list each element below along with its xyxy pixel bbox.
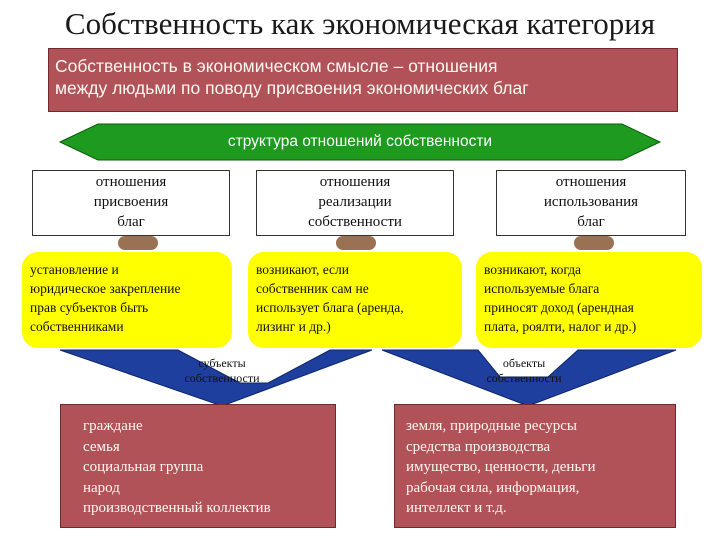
list-item: семья: [83, 438, 120, 455]
relation-line: реализации: [318, 194, 392, 210]
list-item: средства производства: [406, 438, 551, 455]
objects-list-box: [394, 404, 676, 528]
relation-line: отношения: [319, 174, 391, 190]
description-line: прав субъектов быть: [30, 300, 149, 315]
description-line: лизинг и др.): [256, 319, 331, 334]
relation-line: отношения: [555, 174, 627, 190]
objects-label: [474, 356, 574, 386]
relation-line: отношения: [95, 174, 167, 190]
description-realization: [248, 252, 462, 348]
list-item: народ: [83, 479, 120, 496]
relation-box-usage: [496, 170, 686, 236]
subjects-label-line: собственности: [184, 371, 260, 385]
definition-line-1: Собственность в экономическом смысле – отношения: [55, 56, 498, 76]
subjects-list-box: [60, 404, 336, 528]
list-item: земля, природные ресурсы: [406, 418, 577, 434]
list-item: социальная группа: [83, 459, 204, 475]
description-appropriation: [22, 252, 232, 348]
description-line: возникают, когда: [484, 262, 582, 277]
objects-label-line: собственности: [486, 371, 562, 385]
description-line: используемые блага: [484, 281, 600, 296]
relation-box-realization: [256, 170, 454, 236]
relation-line: собственности: [308, 214, 402, 230]
description-usage: [476, 252, 702, 348]
description-line: установление и: [30, 262, 119, 277]
definition-line-2: между людьми по поводу присвоения экономических благ: [55, 78, 529, 98]
relation-line: присвоения: [93, 194, 169, 210]
connector-3: [574, 236, 614, 250]
description-line: использует блага (аренда,: [256, 300, 404, 315]
description-line: возникают, если: [256, 262, 349, 277]
structure-banner-label: структура отношений собственности: [227, 133, 493, 150]
list-item: рабочая сила, информация,: [406, 479, 580, 496]
description-line: юридическое закрепление: [30, 281, 181, 296]
relation-line: использования: [543, 194, 639, 210]
description-line: плата, роялти, налог и др.): [484, 319, 637, 334]
description-line: приносят доход (арендная: [484, 300, 634, 315]
subjects-label: [172, 356, 272, 386]
list-item: интеллект и т.д.: [406, 500, 507, 516]
page-title: Собственность как экономическая категория: [64, 6, 656, 41]
subjects-label-line: субъекты: [198, 356, 246, 370]
definition-box: [48, 48, 678, 112]
list-item: имущество, ценности, деньги: [406, 459, 596, 475]
connector-2: [336, 236, 376, 250]
list-item: производственный коллектив: [83, 500, 271, 516]
relation-line: благ: [577, 214, 605, 230]
description-line: собственник сам не: [256, 281, 369, 296]
connector-1: [118, 236, 158, 250]
objects-label-line: объекты: [502, 356, 546, 370]
list-item: граждане: [83, 418, 143, 434]
description-line: собственниками: [30, 319, 124, 334]
relation-line: благ: [117, 214, 145, 230]
relation-box-appropriation: [32, 170, 230, 236]
